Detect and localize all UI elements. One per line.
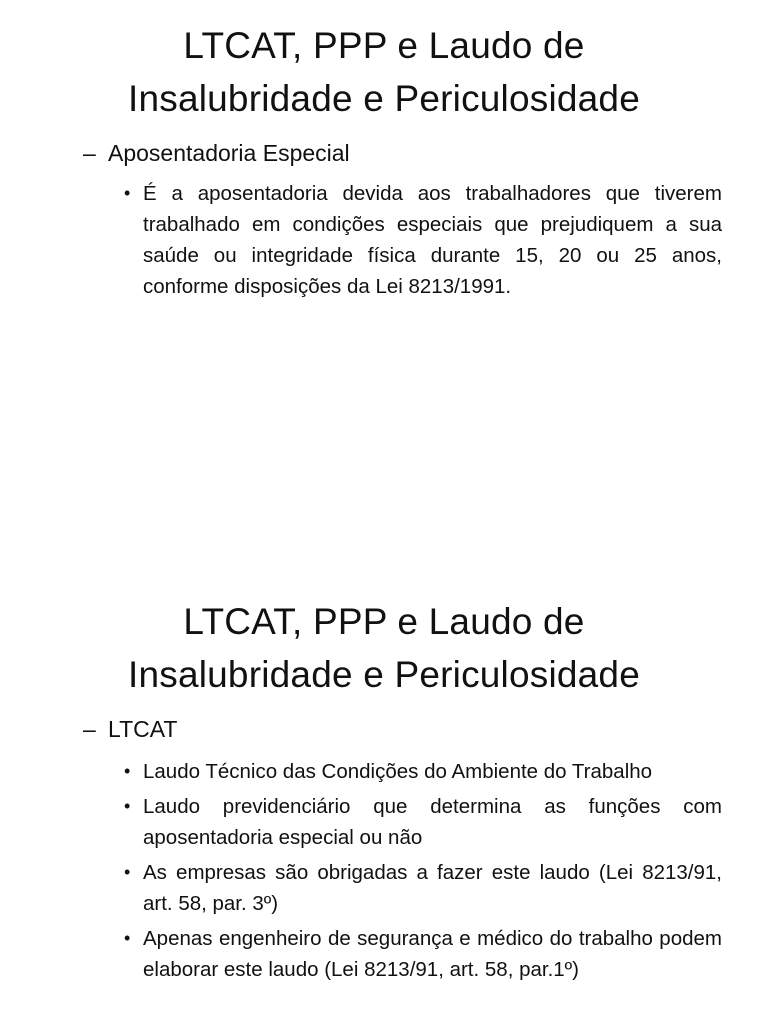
- title-line-1: LTCAT, PPP e Laudo de: [183, 25, 585, 66]
- title-line-1: LTCAT, PPP e Laudo de: [183, 601, 585, 642]
- bullet-item: [0, 756, 768, 787]
- dash-marker: –: [83, 140, 96, 166]
- bullet-item: [0, 791, 768, 853]
- section-heading-text: Aposentadoria Especial: [108, 140, 350, 166]
- bullet-text: Apenas engenheiro de segurança e médico do trabalho podem elaborar este laudo (Lei 8213/91, art. 58, par.1º): [143, 927, 722, 981]
- bullet-icon: •: [124, 761, 131, 781]
- title-line-2: Insalubridade e Periculosidade: [127, 654, 640, 695]
- bullet-item: [0, 178, 768, 302]
- bullet-icon: •: [124, 928, 131, 948]
- bullet-item: [0, 857, 768, 919]
- bullet-icon: •: [124, 183, 131, 203]
- bullet-list: [0, 178, 768, 302]
- section-heading-text: LTCAT: [108, 716, 178, 742]
- dash-marker: –: [83, 716, 96, 742]
- title-line-2: Insalubridade e Periculosidade: [127, 78, 640, 119]
- bullet-item: [0, 923, 768, 985]
- section-heading: [0, 713, 768, 745]
- bullet-text: Laudo Técnico das Condições do Ambiente do Trabalho: [143, 760, 653, 783]
- bullet-text: Laudo previdenciário que determina as funções com aposentadoria especial ou não: [143, 795, 722, 849]
- bullet-text: As empresas são obrigadas a fazer este laudo (Lei 8213/91, art. 58, par. 3º): [143, 861, 722, 915]
- slide-title: [0, 595, 768, 701]
- bullet-icon: •: [124, 862, 131, 882]
- slide-2: [0, 576, 768, 1024]
- slide-title: [0, 19, 768, 125]
- section-heading: [0, 137, 768, 169]
- bullet-list: [0, 756, 768, 985]
- bullet-text: É a aposentadoria devida aos trabalhadores que tiverem trabalhado em condições especiais que prejudiquem a sua saúde ou integridade física durante 15, 20 ou 25 anos, conforme disposições da Lei 8213/1991.: [143, 182, 722, 298]
- bullet-icon: •: [124, 796, 131, 816]
